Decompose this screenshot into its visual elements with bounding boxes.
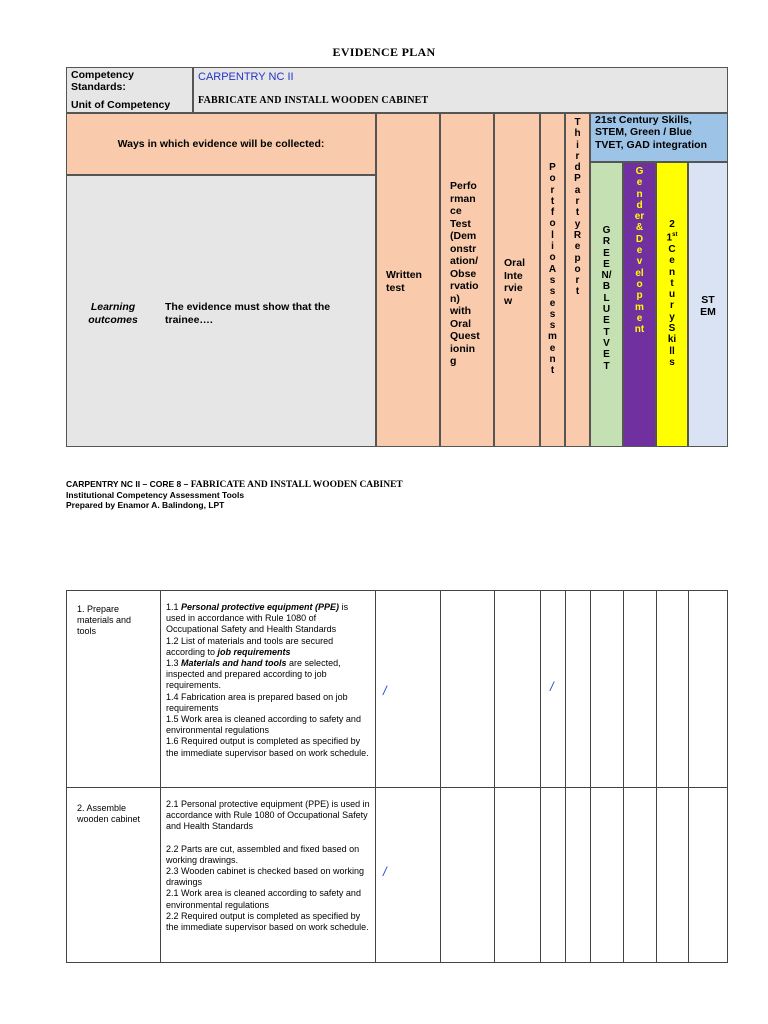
gender-fragment: v <box>636 256 643 268</box>
skills-integration-header <box>590 113 728 162</box>
green-blue-fragment: L <box>603 292 610 304</box>
footer-line2: Institutional Competency Assessment Tools <box>66 490 245 500</box>
green-blue-fragment: T <box>603 360 610 372</box>
portfolio-fragment: P <box>549 162 556 173</box>
row1-evidence-text <box>166 602 370 759</box>
portfolio-fragment: o <box>549 252 556 264</box>
evidence-line: 2.3 Wooden cabinet is checked based on working drawings <box>166 866 364 888</box>
century-fragment: r <box>670 300 674 312</box>
green-blue-fragment: E <box>603 315 610 327</box>
performance-test-fragment: Oral <box>450 317 472 330</box>
third-party-fragment: p <box>574 252 581 264</box>
green-blue-fragment: G <box>602 225 611 236</box>
portfolio-fragment: e <box>549 297 556 309</box>
row1-written-check: / <box>383 683 387 698</box>
gender-fragment: m <box>635 301 644 313</box>
century-fragment: e <box>669 255 675 267</box>
performance-test-fragment: ation/ <box>450 255 478 267</box>
portfolio-fragment: l <box>551 229 554 241</box>
third-party-fragment: i <box>576 139 579 151</box>
century-fragment: y <box>669 311 675 323</box>
evidence-text-run: Personal protective equipment (PPE) <box>181 602 340 612</box>
green-blue-fragment: B <box>602 281 611 293</box>
third-party-fragment: e <box>574 241 581 253</box>
oral-interview-fragment: Oral <box>504 257 526 269</box>
row1-outcome: 1. Prepare materials and tools <box>77 604 132 637</box>
oral-interview-header <box>494 113 540 447</box>
row2-evidence-text <box>166 799 370 933</box>
portfolio-fragment: s <box>549 286 556 298</box>
learning-outcomes-label: Learning outcomes <box>88 301 138 326</box>
evidence-text-run: 1.5 Work area is cleaned according to safety and environmental regulations <box>166 714 361 736</box>
evidence-text-run: 1.3 <box>166 658 182 669</box>
stem-fragment: ST <box>701 294 715 306</box>
evidence-text-run: is used in accordance with Rule 1080 of Occupational Safety and Health Standards <box>166 602 349 635</box>
green-blue-fragment: N/ <box>601 270 612 282</box>
row2-written-cell <box>375 787 441 963</box>
gender-fragment: nt <box>634 324 645 336</box>
century-fragment: 2 <box>669 219 675 230</box>
row2-stem-cell <box>688 787 728 963</box>
row1-portfolio-check: / <box>550 679 554 694</box>
green-blue-fragment: R <box>602 236 611 248</box>
green-blue-fragment: E <box>603 349 610 361</box>
ways-evidence-cell: Ways in which evidence will be collected: <box>66 113 376 175</box>
performance-test-fragment: Perfo <box>450 180 477 192</box>
portfolio-fragment: f <box>550 207 555 219</box>
row1-portfolio-cell <box>540 590 566 788</box>
third-party-fragment: t <box>575 207 580 219</box>
row2-century-cell <box>656 787 689 963</box>
oral-interview-fragment: rvie <box>504 282 523 294</box>
green-blue-tvet-header <box>590 162 623 447</box>
evidence-line: 2.2 Required output is completed as specified by the immediate supervisor based on work schedule. <box>166 910 369 933</box>
footer-line3: Prepared by Enamor A. Balindong, LPT <box>66 500 225 510</box>
row2-outcome-cell <box>66 787 161 963</box>
unit-of-competency-label: Unit of Competency <box>71 99 171 111</box>
third-party-report-header <box>565 113 590 447</box>
row2-oral-cell <box>494 787 541 963</box>
green-blue-fragment: V <box>603 337 610 349</box>
century-fragment: ll <box>669 345 675 357</box>
century-fragment: s <box>669 356 675 368</box>
century-skills-label <box>657 219 687 368</box>
third-party-fragment: P <box>574 173 581 185</box>
century-fragment: 1st <box>666 232 678 244</box>
green-blue-fragment: E <box>603 258 610 270</box>
third-party-fragment: d <box>574 162 581 174</box>
century-fragment: S <box>668 323 676 334</box>
performance-test-fragment: onstr <box>450 242 477 255</box>
third-party-fragment: r <box>575 275 580 287</box>
green-blue-fragment: T <box>603 326 610 338</box>
gender-fragment: & <box>635 222 644 234</box>
footer-line1-title: FABRICATE AND INSTALL WOODEN CABINET <box>190 480 403 490</box>
evidence-line <box>166 833 370 844</box>
row2-green-cell <box>590 787 624 963</box>
evidence-text-run: 1.2 List of materials and tools are secured according to <box>166 635 334 657</box>
competency-value-cell <box>193 67 728 113</box>
third-party-fragment: a <box>574 184 581 196</box>
performance-test-fragment: ionin <box>450 342 476 355</box>
gender-fragment: p <box>636 290 643 302</box>
century-skills-header <box>656 162 688 447</box>
century-fragment: n <box>668 266 676 278</box>
third-party-fragment: t <box>575 286 580 298</box>
performance-test-fragment: Quest <box>450 330 480 342</box>
evidence-text-run: 1.6 Required output is completed as specified by the immediate supervisor based on work schedule. <box>166 736 369 758</box>
gender-development-label <box>624 166 655 335</box>
portfolio-fragment: t <box>550 365 555 377</box>
performance-test-fragment: ce <box>450 205 462 217</box>
century-fragment: u <box>668 289 676 301</box>
portfolio-fragment: o <box>549 173 556 185</box>
century-fragment: t <box>670 277 674 289</box>
performance-test-fragment: with <box>450 305 471 317</box>
evidence-text-run: are selected, inspected and prepared according to job requirements. <box>166 658 341 691</box>
performance-test-fragment: rvatio <box>450 280 479 292</box>
performance-test-fragment: rman <box>450 192 476 205</box>
performance-test-header <box>440 113 494 447</box>
oral-interview-fragment: Inte <box>504 269 523 282</box>
row2-portfolio-cell <box>540 787 566 963</box>
row2-evidence-cell <box>160 787 376 963</box>
row1-third-party-cell <box>565 590 591 788</box>
written-test-header <box>376 113 440 447</box>
stem-label <box>689 294 727 318</box>
gender-fragment: G <box>635 166 644 177</box>
row1-outcome-cell <box>66 590 161 788</box>
performance-test-fragment: n) <box>450 292 460 305</box>
stem-header <box>688 162 728 447</box>
portfolio-fragment: e <box>549 342 556 354</box>
gender-fragment: e <box>636 312 643 324</box>
gender-development-header <box>623 162 656 447</box>
third-party-fragment: T <box>574 117 581 128</box>
row2-third-party-cell <box>565 787 591 963</box>
evidence-text-run: 1.1 <box>166 602 182 612</box>
row2-performance-cell <box>440 787 495 963</box>
gender-fragment: e <box>636 245 643 257</box>
evidence-text-run: Materials and hand tools <box>181 658 287 669</box>
page-title: EVIDENCE PLAN <box>332 45 436 59</box>
footer-line1-prefix: CARPENTRY NC II – CORE 8 – <box>66 479 191 489</box>
performance-test-fragment: (Dem <box>450 230 477 242</box>
gender-fragment: el <box>635 267 644 279</box>
evidence-text-run: job requirements <box>217 646 291 657</box>
row2-gender-cell <box>623 787 657 963</box>
portfolio-fragment: o <box>549 218 556 230</box>
row1-written-cell <box>375 590 441 788</box>
portfolio-fragment: s <box>549 320 556 332</box>
green-blue-tvet-label <box>591 225 622 372</box>
gender-fragment: e <box>636 177 643 189</box>
century-fragment: ki <box>667 334 677 346</box>
stem-fragment: EM <box>700 306 716 318</box>
third-party-fragment: y <box>574 218 581 230</box>
unit-of-competency-value: FABRICATE AND INSTALL WOODEN CABINET <box>198 95 429 106</box>
portfolio-fragment: s <box>549 274 556 286</box>
performance-test-fragment: Obse <box>450 267 477 280</box>
century-fragment: C <box>668 243 676 255</box>
performance-test-label <box>450 180 480 368</box>
evidence-line: 2.2 Parts are cut, assembled and fixed based on working drawings. <box>166 843 360 865</box>
gender-fragment: o <box>636 278 643 290</box>
portfolio-fragment: s <box>549 308 556 320</box>
portfolio-fragment: r <box>550 184 555 196</box>
third-party-fragment: r <box>575 150 580 162</box>
learning-outcomes-cell <box>66 175 376 447</box>
green-blue-fragment: E <box>603 247 610 259</box>
third-party-fragment: R <box>573 229 582 241</box>
row1-century-cell <box>656 590 689 788</box>
page-footer <box>66 479 706 510</box>
portfolio-fragment: t <box>550 195 555 207</box>
evidence-line: 2.1 Personal protective equipment (PPE) is used in accordance with Rule 1080 of Occupational Safety and Health Standards <box>166 799 370 832</box>
row2-outcome: 2. Assemble wooden cabinet <box>77 803 141 825</box>
row1-gender-cell <box>623 590 657 788</box>
third-party-fragment: o <box>574 263 581 275</box>
performance-test-fragment: Test <box>450 217 471 230</box>
skills-integration-label: 21st Century Skills, STEM, Green / Blue TVET, GAD integration <box>595 114 708 151</box>
third-party-fragment: r <box>575 196 580 208</box>
competency-standards-label: Competency Standards: <box>71 69 135 93</box>
portfolio-fragment: A <box>548 263 557 275</box>
row1-performance-cell <box>440 590 495 788</box>
performance-test-fragment: g <box>450 355 457 367</box>
portfolio-assessment-header <box>540 113 565 447</box>
gender-fragment: d <box>636 199 643 211</box>
evidence-must-show-label: The evidence must show that the trainee…. <box>165 301 331 326</box>
oral-interview-fragment: w <box>504 294 513 307</box>
evidence-line: 2.1 Work area is cleaned according to safety and environmental regulations <box>166 888 361 910</box>
green-blue-fragment: U <box>602 304 611 316</box>
competency-label-cell <box>66 67 193 113</box>
portfolio-fragment: i <box>551 241 554 253</box>
portfolio-assessment-label <box>541 162 564 377</box>
gender-fragment: er <box>634 211 645 223</box>
row1-evidence-cell <box>160 590 376 788</box>
oral-interview-label <box>504 257 525 307</box>
portfolio-fragment: m <box>548 331 557 343</box>
gender-fragment: n <box>636 188 643 200</box>
portfolio-fragment: n <box>549 354 556 366</box>
third-party-report-label <box>566 117 589 298</box>
written-test-label: Written test <box>386 269 422 294</box>
row1-stem-cell <box>688 590 728 788</box>
gender-fragment: D <box>635 233 644 245</box>
row2-written-check: / <box>383 864 387 879</box>
row1-oral-cell <box>494 590 541 788</box>
evidence-text-run: 1.4 Fabrication area is prepared based on job requirements <box>166 691 348 713</box>
row1-green-cell <box>590 590 624 788</box>
third-party-fragment: h <box>574 128 581 140</box>
competency-standards-value: CARPENTRY NC II <box>198 71 294 83</box>
